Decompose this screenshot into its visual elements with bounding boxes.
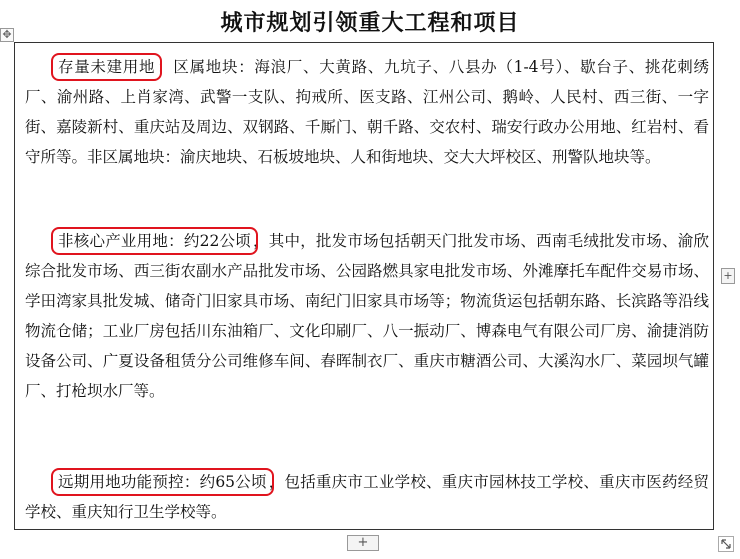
paragraph-text: ：区属地块：海浪厂、大黄路、九坑子、八县办（1-4号）、歇台子、挑花刺绣厂、渝州路、上肖家湾、武警一支队、拘戒所、医支路、江州公司、鹅岭、人民村、西三街、一字街、嘉陵新村、重庆站及周边、双钢路、千厮门、朝千路、交农村、瑞安行政办公用地、红岩村、看守所等。非区属地块：渝庆地块、石板坡地块、人和街地块、交大大坪校区、刑警队地块等。 (25, 58, 709, 166)
add-column-button[interactable]: + (721, 268, 735, 284)
paragraph-text: ，其中，批发市场包括朝天门批发市场、西南毛绒批发市场、渝欣综合批发市场、西三街农副水产品批发市场、公园路燃具家电批发市场、外滩摩托车配件交易市场、学田湾家具批发城、储奇门旧家具市场、南纪门旧家具市场等；物流货运包括朝东路、长滨路等沿线物流仓储；工业厂房包括川东油箱厂、文化印刷厂、八一振动厂、博森电气有限公司厂房、渝捷消防设备公司、广夏设备租赁分公司维修车间、春晖制衣厂、重庆市糖酒公司、大溪沟水厂、菜园坝气罐厂、打枪坝水厂等。 (25, 232, 709, 400)
table-move-handle-icon[interactable]: ✥ (0, 28, 14, 42)
highlight-label: 存量未建用地 (58, 58, 156, 76)
table-cell[interactable] (14, 42, 714, 530)
paragraph-longterm-land (25, 467, 709, 527)
paragraph-text: ，包括重庆市工业学校、重庆市园林技工学校、重庆市医药经贸学校、重庆知行卫生学校等。 (25, 473, 709, 521)
highlight-label: 远期用地功能预控：约65公顷 (58, 473, 267, 491)
add-row-button[interactable]: + (347, 535, 379, 551)
resize-handle-icon[interactable] (718, 536, 734, 552)
paragraph-noncore-land (25, 226, 709, 406)
highlight-label: 非核心产业用地：约22公顷 (58, 232, 251, 250)
paragraph-existing-land (25, 52, 709, 172)
document-title: 城市规划引领重大工程和项目 (220, 10, 520, 36)
